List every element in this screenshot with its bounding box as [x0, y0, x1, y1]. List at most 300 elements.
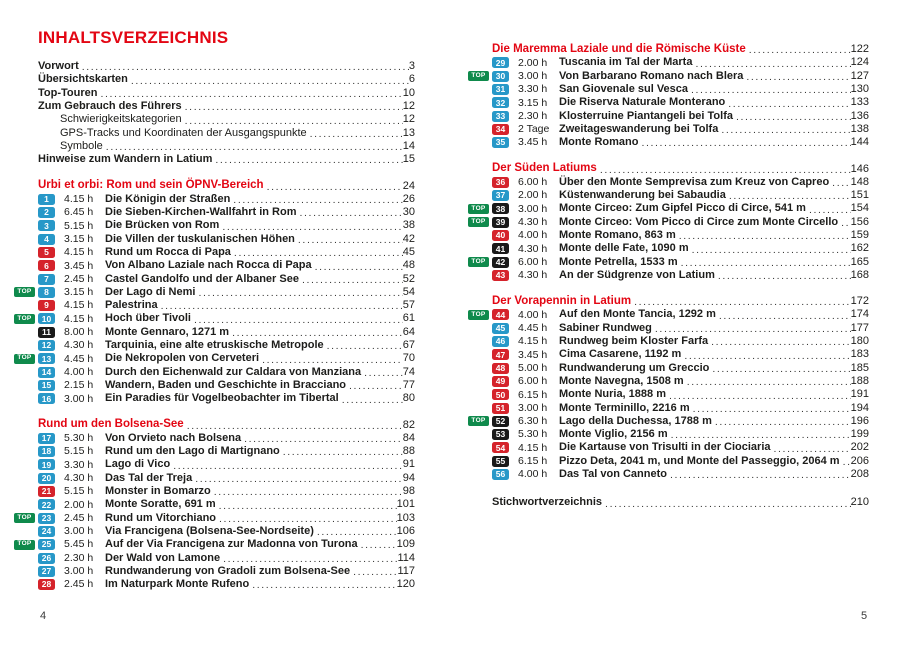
tour-title: Der Wald von Lamone [105, 551, 221, 564]
tour-title: Küstenwanderung bei Sabaudia [559, 189, 726, 202]
tour-duration: 4.15 h [64, 299, 94, 312]
tour-title: Zweitageswanderung bei Tolfa [559, 122, 719, 135]
tour-number-badge: 41 [492, 243, 509, 254]
page-number: 12 [402, 113, 415, 126]
tour-duration: 3.15 h [64, 286, 94, 299]
toc-entry [17, 312, 415, 325]
dot-leader [346, 381, 403, 392]
dot-leader [299, 275, 403, 286]
toc-entry [492, 123, 869, 136]
tour-title: Lago di Vico [105, 458, 171, 471]
page-number: 42 [402, 232, 415, 245]
tour-number-badge: 16 [38, 393, 55, 404]
page-number: 82 [402, 418, 415, 431]
tour-duration: 4.30 h [518, 269, 548, 282]
tour-duration: 3.45 h [518, 136, 548, 149]
page-number: 6 [408, 73, 415, 86]
tour-title: Auf der Via Francigena zur Madonna von Turona [105, 538, 358, 551]
section-title: Die Maremma Laziale und die Römische Küste [492, 42, 746, 55]
dot-leader [806, 205, 851, 216]
tour-duration: 2.00 h [64, 498, 94, 511]
dot-leader [212, 155, 402, 166]
section-header [492, 43, 869, 56]
page-number: 194 [850, 401, 869, 414]
top-tour-badge: TOP [468, 310, 489, 320]
tour-title: Monte Romano [559, 136, 639, 149]
page-number: 88 [402, 445, 415, 458]
toc-entry [492, 362, 869, 375]
tour-title: Die Villen der tuskulanischen Höhen [105, 232, 295, 245]
tour-number-badge: 2 [38, 207, 55, 218]
toc-entry [17, 352, 415, 365]
front-matter-label: Übersichtskarten [38, 73, 128, 86]
dot-leader [631, 297, 851, 308]
tour-duration: 6.45 h [64, 206, 94, 219]
tour-number-badge: 31 [492, 84, 509, 95]
toc-section [471, 294, 869, 481]
tour-title: Wandern, Baden und Geschichte in Bracciano [105, 378, 347, 391]
tour-title: Durch den Eichenwald zur Caldara von Manziana [105, 365, 362, 378]
page-number: 120 [396, 578, 415, 591]
tour-number-badge: 54 [492, 442, 509, 453]
tour-title: Tarquinia, eine alte etruskische Metropole [105, 339, 324, 352]
tour-duration: 2.45 h [64, 578, 94, 591]
toc-entry [471, 69, 869, 83]
toc-entry [38, 551, 415, 564]
tour-duration: 2.45 h [64, 511, 94, 524]
toc-entry [38, 578, 415, 591]
dot-leader [840, 457, 851, 468]
page-number: 177 [850, 321, 869, 334]
page-number: 138 [850, 122, 869, 135]
toc-entry [492, 348, 869, 361]
page-number: 168 [850, 268, 869, 281]
page-number: 133 [850, 96, 869, 109]
front-matter-row [38, 73, 415, 86]
toc-entry [38, 472, 415, 485]
tour-title: Rundwanderung von Gradoli zum Bolsena-See [105, 564, 351, 577]
tour-number-badge: 33 [492, 111, 509, 122]
toc-entry [492, 388, 869, 401]
page-number: 67 [402, 339, 415, 352]
dot-leader [708, 337, 851, 348]
front-matter-row [38, 140, 415, 153]
toc-entry [492, 335, 869, 348]
page-number: 114 [397, 551, 415, 564]
dot-leader [241, 434, 403, 445]
toc-entry [38, 392, 415, 405]
front-matter-row [38, 100, 415, 113]
tour-number-badge: 20 [38, 473, 55, 484]
top-tour-badge: TOP [14, 354, 35, 364]
dot-leader [676, 231, 851, 242]
dot-leader [668, 430, 851, 441]
page-number: 208 [850, 468, 869, 481]
dot-leader [838, 218, 851, 229]
toc-entry [492, 455, 869, 468]
toc-entry [492, 96, 869, 109]
dot-leader [97, 89, 402, 100]
page-number: 45 [402, 246, 415, 258]
tour-number-badge: 50 [492, 389, 509, 400]
tour-duration: 2.30 h [518, 109, 548, 122]
page-number: 156 [850, 215, 869, 228]
page-number: 136 [850, 109, 869, 122]
dot-leader [229, 328, 403, 339]
tour-number-badge: 48 [492, 363, 509, 374]
toc-entry [17, 285, 415, 299]
page-number: 54 [402, 285, 415, 298]
page-number: 199 [850, 428, 869, 441]
tour-number-badge: 43 [492, 270, 509, 281]
page-number: 103 [396, 511, 415, 524]
page-number: 206 [850, 454, 869, 467]
tour-number-badge: 14 [38, 367, 55, 378]
tour-duration: 6.15 h [518, 388, 548, 401]
tour-title: Monte Gennaro, 1271 m [105, 325, 230, 338]
toc-section [17, 418, 415, 591]
tour-duration: 6.15 h [518, 455, 548, 467]
tour-number-badge: 55 [492, 456, 509, 467]
tour-duration: 5.15 h [64, 485, 94, 498]
page-number: 124 [850, 56, 869, 69]
toc-entry [471, 414, 869, 428]
tour-title: Hoch über Tivoli [105, 312, 191, 325]
tour-duration: 3.00 h [64, 565, 94, 578]
tour-duration: 4.30 h [64, 339, 94, 352]
page-number: 191 [850, 388, 869, 401]
tour-duration: 4.00 h [64, 365, 94, 378]
dot-leader [771, 444, 851, 455]
tour-number-badge: 34 [492, 124, 509, 135]
dot-leader [192, 474, 403, 485]
left-page-column [17, 28, 415, 591]
page-number: 38 [402, 219, 415, 232]
tour-title: Die Kartause von Trisulti in der Ciociaria [559, 441, 771, 454]
toc-entry [38, 299, 415, 312]
dot-leader [746, 45, 851, 56]
front-matter-label: Zum Gebrauch des Führers [38, 100, 182, 113]
dot-leader [230, 195, 402, 206]
page-number: 77 [402, 378, 415, 391]
page-number: 106 [396, 524, 415, 537]
page-number: 127 [850, 69, 869, 82]
tour-number-badge: 15 [38, 380, 55, 391]
tour-duration: 3.30 h [64, 458, 94, 471]
dot-leader [681, 351, 850, 362]
toc-sections-right [471, 42, 869, 510]
page-number: 26 [402, 192, 415, 205]
tour-number-badge: 26 [38, 553, 55, 564]
tour-title: Sabiner Rundweg [559, 321, 652, 334]
front-matter-row [38, 126, 415, 139]
dot-leader [726, 191, 851, 202]
toc-section [471, 162, 869, 282]
front-matter-label: GPS-Tracks und Koordinaten der Ausgangspunkte [60, 126, 307, 139]
tour-duration: 3.45 h [518, 348, 548, 361]
section-header [492, 496, 869, 509]
toc-entry [38, 206, 415, 219]
tour-duration: 5.15 h [64, 219, 94, 232]
section-header [492, 295, 869, 308]
tour-duration: 6.00 h [518, 255, 548, 268]
tour-duration: 6.00 h [518, 176, 548, 189]
tour-duration: 5.30 h [518, 428, 548, 441]
toc-entry [17, 511, 415, 525]
front-matter-list [38, 60, 415, 166]
page-number: 146 [850, 162, 869, 175]
page-number: 117 [397, 564, 415, 577]
toc-entry [38, 432, 415, 445]
dot-leader [103, 142, 403, 153]
dot-leader [692, 59, 850, 70]
section-title: Rund um den Bolsena-See [38, 418, 184, 431]
toc-entry [471, 202, 869, 215]
toc-entry [17, 538, 415, 551]
front-matter-label: Hinweise zum Wandern in Latium [38, 153, 213, 166]
tour-title: Die Brücken von Rom [105, 219, 220, 232]
page-number: 130 [850, 83, 869, 96]
tour-title: Ein Paradies für Vogelbeobachter im Tibertal [105, 392, 339, 405]
tour-duration: 4.45 h [518, 322, 548, 335]
tour-title: Via Francigena (Bolsena-See-Nordseite) [105, 524, 314, 537]
section-header [38, 179, 415, 192]
page-number: 162 [850, 242, 869, 255]
toc-section [471, 42, 869, 149]
tour-number-badge: 38 [492, 203, 509, 214]
dot-leader [312, 262, 403, 273]
toc-entry [38, 259, 415, 272]
tour-title: Monte Petrella, 1533 m [559, 255, 678, 268]
tour-duration: 5.00 h [518, 361, 548, 374]
tour-number-badge: 46 [492, 336, 509, 347]
dot-leader [297, 208, 403, 219]
tour-title: Monte Terminillo, 2216 m [559, 401, 690, 414]
toc-entry [492, 242, 869, 255]
tour-number-badge: 37 [492, 190, 509, 201]
toc-entry [492, 375, 869, 388]
page-number: 180 [850, 335, 869, 348]
toc-entry [38, 219, 415, 232]
toc-entry [492, 269, 869, 282]
toc-entry [492, 428, 869, 441]
tour-duration: 4.30 h [518, 215, 548, 228]
tour-number-badge: 21 [38, 486, 55, 497]
toc-entry [471, 308, 869, 321]
tour-number-badge: 56 [492, 469, 509, 480]
toc-entry [492, 83, 869, 96]
tour-duration: 3.15 h [64, 232, 94, 245]
tour-number-badge: 27 [38, 566, 55, 577]
page-number: 61 [402, 312, 415, 325]
tour-duration: 3.00 h [64, 392, 94, 405]
toc-entry [38, 525, 415, 538]
dot-leader [718, 125, 850, 136]
toc-entry [492, 401, 869, 414]
tour-duration: 4.15 h [64, 246, 94, 259]
toc-entry [38, 458, 415, 471]
page-number: 14 [402, 139, 415, 152]
dot-leader [182, 116, 403, 127]
tour-title: Rundwanderung um Greccio [559, 361, 710, 374]
dot-leader [219, 222, 402, 233]
tour-duration: 3.30 h [518, 83, 548, 96]
tour-number-badge: 5 [38, 247, 55, 258]
tour-number-badge: 42 [492, 257, 509, 268]
tour-title: Lago della Duchessa, 1788 m [559, 414, 712, 427]
tour-duration: 4.00 h [518, 308, 548, 321]
page-number: 188 [850, 374, 869, 387]
page-number: 30 [402, 206, 415, 219]
dot-leader [184, 421, 403, 432]
tour-number-badge: 3 [38, 220, 55, 231]
tour-title: Klosterruine Piantangeli bei Tolfa [559, 109, 733, 122]
dot-leader [216, 514, 397, 525]
page-number: 185 [850, 361, 869, 374]
top-tour-badge: TOP [468, 416, 489, 426]
top-tour-badge: TOP [14, 287, 35, 297]
dot-leader [158, 301, 403, 312]
toc-entry [38, 379, 415, 392]
tour-number-badge: 7 [38, 274, 55, 285]
top-tour-badge: TOP [14, 513, 35, 523]
top-tour-badge: TOP [468, 204, 489, 214]
front-matter-row [38, 153, 415, 166]
tour-number-badge: 49 [492, 376, 509, 387]
tour-duration: 2 Tage [518, 123, 550, 136]
page-number: 210 [850, 496, 869, 509]
section-title: Stichwortverzeichnis [492, 496, 603, 509]
tour-title: Die Nekropolen von Cerveteri [105, 352, 260, 365]
dot-leader [191, 315, 403, 326]
toc-entry [492, 189, 869, 202]
tour-number-badge: 9 [38, 300, 55, 311]
dot-leader [667, 470, 851, 481]
tour-number-badge: 47 [492, 349, 509, 360]
tour-title: Auf den Monte Tancia, 1292 m [559, 308, 716, 321]
tour-duration: 4.30 h [518, 242, 548, 255]
tour-number-badge: 25 [38, 539, 55, 550]
page-number: 48 [402, 259, 415, 272]
toc-entry [38, 339, 415, 352]
tour-title: Monte Circeo: Vom Picco di Circe zum Monte Circello [559, 215, 839, 228]
dot-leader [307, 129, 403, 140]
tour-title: Monte Viglio, 2156 m [559, 428, 668, 441]
front-matter-row [38, 113, 415, 126]
right-page-column [471, 30, 869, 510]
dot-leader [211, 487, 403, 498]
tour-duration: 5.30 h [64, 432, 94, 445]
tour-duration: 4.15 h [518, 335, 548, 348]
tour-title: Castel Gandolfo und der Albaner See [105, 272, 299, 285]
toc-entry [471, 255, 869, 268]
tour-number-badge: 52 [492, 416, 509, 427]
toc-entry [492, 322, 869, 335]
dot-leader [652, 324, 851, 335]
toc-entry [492, 468, 869, 481]
tour-title: Pizzo Deta, 2041 m, und Monte del Passeggio, 2064 m [559, 454, 840, 467]
tour-duration: 2.15 h [64, 379, 94, 392]
dot-leader [709, 364, 850, 375]
dot-leader [716, 311, 851, 322]
tour-duration: 3.15 h [518, 96, 548, 109]
tour-number-badge: 24 [38, 526, 55, 537]
top-tour-badge: TOP [14, 314, 35, 324]
tour-duration: 2.00 h [518, 189, 548, 202]
dot-leader [295, 235, 403, 246]
dot-leader [829, 178, 850, 189]
toc-entry [471, 215, 869, 229]
dot-leader [231, 248, 403, 259]
dot-leader [743, 72, 850, 83]
tour-number-badge: 28 [38, 579, 55, 590]
toc-entry [38, 272, 415, 285]
tour-title: Von Orvieto nach Bolsena [105, 431, 242, 444]
dot-leader [259, 355, 403, 366]
dot-leader [170, 461, 403, 472]
toc-section [17, 179, 415, 405]
toc-entry [38, 565, 415, 578]
tour-number-badge: 36 [492, 177, 509, 188]
tour-duration: 6.00 h [518, 375, 548, 388]
page-number: 172 [850, 295, 869, 308]
tour-title: Die Königin der Straßen [105, 192, 231, 205]
page-number: 57 [402, 299, 415, 312]
page-number: 10 [402, 86, 415, 99]
tour-title: Monte Romano, 863 m [559, 229, 676, 241]
dot-leader [725, 99, 850, 110]
toc-entry [492, 441, 869, 454]
toc-entry [38, 366, 415, 379]
tour-number-badge: 4 [38, 234, 55, 245]
tour-number-badge: 23 [38, 513, 55, 524]
page-number: 3 [408, 60, 415, 73]
tour-duration: 4.45 h [64, 352, 94, 365]
tour-duration: 6.30 h [518, 415, 548, 428]
page-number: 80 [402, 392, 415, 405]
tour-title: Das Tal von Canneto [559, 468, 667, 481]
toc-entry [38, 326, 415, 339]
page-number: 144 [850, 136, 869, 149]
tour-title: Monte Soratte, 691 m [105, 498, 216, 511]
tour-number-badge: 40 [492, 230, 509, 241]
tour-title: San Giovenale sul Vesca [559, 83, 689, 96]
dot-leader [128, 76, 409, 87]
dot-leader [280, 447, 403, 458]
tour-number-badge: 11 [38, 327, 55, 338]
front-matter-label: Top-Touren [38, 86, 98, 99]
tour-duration: 4.30 h [64, 472, 94, 484]
page-number: 109 [396, 538, 415, 551]
page-number: 165 [850, 255, 869, 268]
tour-duration: 5.15 h [64, 445, 94, 458]
page-number: 174 [850, 308, 869, 321]
dot-leader [688, 85, 851, 96]
front-matter-label: Schwierigkeitskategorien [60, 113, 182, 126]
tour-title: Das Tal der Treja [105, 471, 193, 484]
tour-number-badge: 45 [492, 323, 509, 334]
tour-duration: 4.15 h [518, 441, 548, 454]
tour-title: Monte Circeo: Zum Gipfel Picco di Circe, 541 m [559, 202, 806, 215]
dot-leader [350, 567, 397, 578]
dot-leader [216, 501, 397, 512]
tour-title: Rundweg beim Kloster Farfa [559, 335, 709, 348]
page-number: 64 [402, 325, 415, 338]
page-number: 98 [402, 485, 415, 498]
top-tour-badge: TOP [468, 71, 489, 81]
page-number: 159 [850, 229, 869, 241]
dot-leader [712, 417, 851, 428]
